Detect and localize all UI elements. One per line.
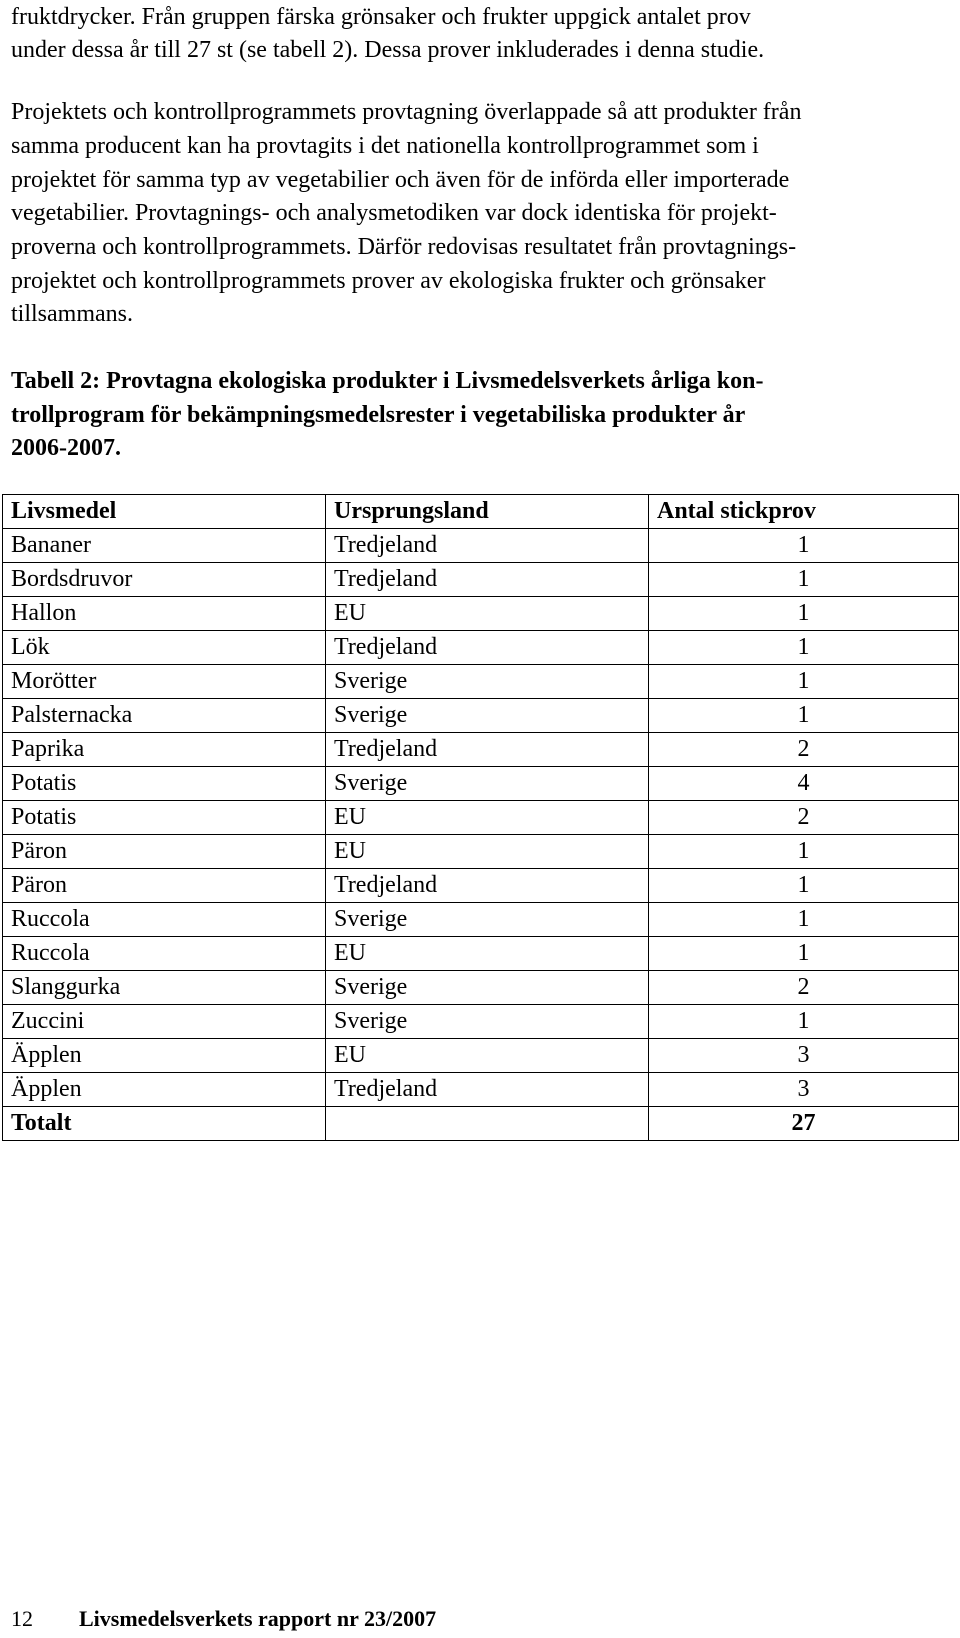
cell-ursprungsland: Tredjeland xyxy=(326,631,649,665)
cell-livsmedel: Päron xyxy=(3,869,326,903)
table-row xyxy=(3,903,959,937)
cell-ursprungsland: Sverige xyxy=(326,665,649,699)
header-antal-stickprov: Antal stickprov xyxy=(649,495,959,529)
cell-livsmedel: Lök xyxy=(3,631,326,665)
cell-livsmedel: Potatis xyxy=(3,801,326,835)
table-row xyxy=(3,971,959,1005)
header-ursprungsland: Ursprungsland xyxy=(326,495,649,529)
cell-antal: 1 xyxy=(649,869,959,903)
cell-antal: 2 xyxy=(649,801,959,835)
cell-antal: 4 xyxy=(649,767,959,801)
cell-antal: 1 xyxy=(649,937,959,971)
table-row xyxy=(3,597,959,631)
cell-livsmedel: Ruccola xyxy=(3,937,326,971)
cell-antal: 1 xyxy=(649,597,959,631)
cell-antal: 2 xyxy=(649,971,959,1005)
total-empty-cell xyxy=(326,1107,649,1141)
table-row xyxy=(3,1073,959,1107)
cell-antal: 1 xyxy=(649,699,959,733)
cell-livsmedel: Paprika xyxy=(3,733,326,767)
cell-ursprungsland: EU xyxy=(326,835,649,869)
cell-antal: 3 xyxy=(649,1073,959,1107)
footer-page-number: 12 xyxy=(11,1606,33,1631)
paragraph-line-6: projektet och kontrollprogrammets prover av ekologiska frukter och grönsaker xyxy=(11,268,766,294)
cell-antal: 1 xyxy=(649,631,959,665)
cell-antal: 2 xyxy=(649,733,959,767)
cell-livsmedel: Ruccola xyxy=(3,903,326,937)
cell-ursprungsland: Tredjeland xyxy=(326,733,649,767)
cell-ursprungsland: Sverige xyxy=(326,767,649,801)
table-row xyxy=(3,529,959,563)
cell-livsmedel: Bordsdruvor xyxy=(3,563,326,597)
header-livsmedel: Livsmedel xyxy=(3,495,326,529)
cell-antal: 1 xyxy=(649,529,959,563)
cell-ursprungsland: EU xyxy=(326,801,649,835)
cell-ursprungsland: Sverige xyxy=(326,699,649,733)
table-row xyxy=(3,801,959,835)
cell-ursprungsland: Sverige xyxy=(326,971,649,1005)
cell-livsmedel: Äpplen xyxy=(3,1073,326,1107)
cell-antal: 3 xyxy=(649,1039,959,1073)
table-row xyxy=(3,937,959,971)
cell-antal: 1 xyxy=(649,1005,959,1039)
table-caption-line-1: Tabell 2: Provtagna ekologiska produkter i Livsmedelsverkets årliga kon- xyxy=(11,368,764,394)
intro-line-1: fruktdrycker. Från gruppen färska grönsaker och frukter uppgick antalet prov xyxy=(11,4,751,30)
cell-ursprungsland: Tredjeland xyxy=(326,529,649,563)
table-row xyxy=(3,1039,959,1073)
table-row xyxy=(3,1005,959,1039)
paragraph-line-4: vegetabilier. Provtagnings- och analysmetodiken var dock identiska för projekt- xyxy=(11,200,777,226)
paragraph-line-5: proverna och kontrollprogrammets. Därför redovisas resultatet från provtagnings- xyxy=(11,234,797,260)
footer-report-title: Livsmedelsverkets rapport nr 23/2007 xyxy=(79,1606,437,1631)
table-header-row xyxy=(3,495,959,529)
cell-livsmedel: Slanggurka xyxy=(3,971,326,1005)
table-row xyxy=(3,733,959,767)
table-row xyxy=(3,699,959,733)
samples-table xyxy=(2,494,959,1141)
cell-ursprungsland: EU xyxy=(326,597,649,631)
table-row xyxy=(3,631,959,665)
total-label: Totalt xyxy=(3,1107,326,1141)
paragraph-line-2: samma producent kan ha provtagits i det nationella kontrollprogrammet som i xyxy=(11,133,759,159)
cell-antal: 1 xyxy=(649,563,959,597)
cell-livsmedel: Päron xyxy=(3,835,326,869)
table-row xyxy=(3,767,959,801)
paragraph-line-1: Projektets och kontrollprogrammets provtagning överlappade så att produkter från xyxy=(11,99,802,125)
cell-antal: 1 xyxy=(649,903,959,937)
cell-antal: 1 xyxy=(649,665,959,699)
table-row xyxy=(3,835,959,869)
cell-ursprungsland: Tredjeland xyxy=(326,869,649,903)
cell-ursprungsland: Sverige xyxy=(326,903,649,937)
cell-livsmedel: Morötter xyxy=(3,665,326,699)
cell-ursprungsland: EU xyxy=(326,1039,649,1073)
cell-ursprungsland: Tredjeland xyxy=(326,563,649,597)
cell-livsmedel: Äpplen xyxy=(3,1039,326,1073)
table-row xyxy=(3,869,959,903)
table-caption-line-3: 2006-2007. xyxy=(11,435,121,461)
cell-antal: 1 xyxy=(649,835,959,869)
cell-livsmedel: Bananer xyxy=(3,529,326,563)
table-total-row xyxy=(3,1107,959,1141)
table-row xyxy=(3,665,959,699)
table-row xyxy=(3,563,959,597)
cell-ursprungsland: Sverige xyxy=(326,1005,649,1039)
cell-livsmedel: Zuccini xyxy=(3,1005,326,1039)
cell-livsmedel: Hallon xyxy=(3,597,326,631)
total-value: 27 xyxy=(649,1107,959,1141)
paragraph-line-3: projektet för samma typ av vegetabilier och även för de införda eller importerade xyxy=(11,167,790,193)
table-caption-line-2: trollprogram för bekämpningsmedelsrester i vegetabiliska produkter år xyxy=(11,402,746,428)
intro-line-2: under dessa år till 27 st (se tabell 2). Dessa prover inkluderades i denna studie. xyxy=(11,37,765,63)
cell-livsmedel: Potatis xyxy=(3,767,326,801)
cell-ursprungsland: EU xyxy=(326,937,649,971)
cell-livsmedel: Palsternacka xyxy=(3,699,326,733)
paragraph-line-7: tillsammans. xyxy=(11,301,133,327)
cell-ursprungsland: Tredjeland xyxy=(326,1073,649,1107)
